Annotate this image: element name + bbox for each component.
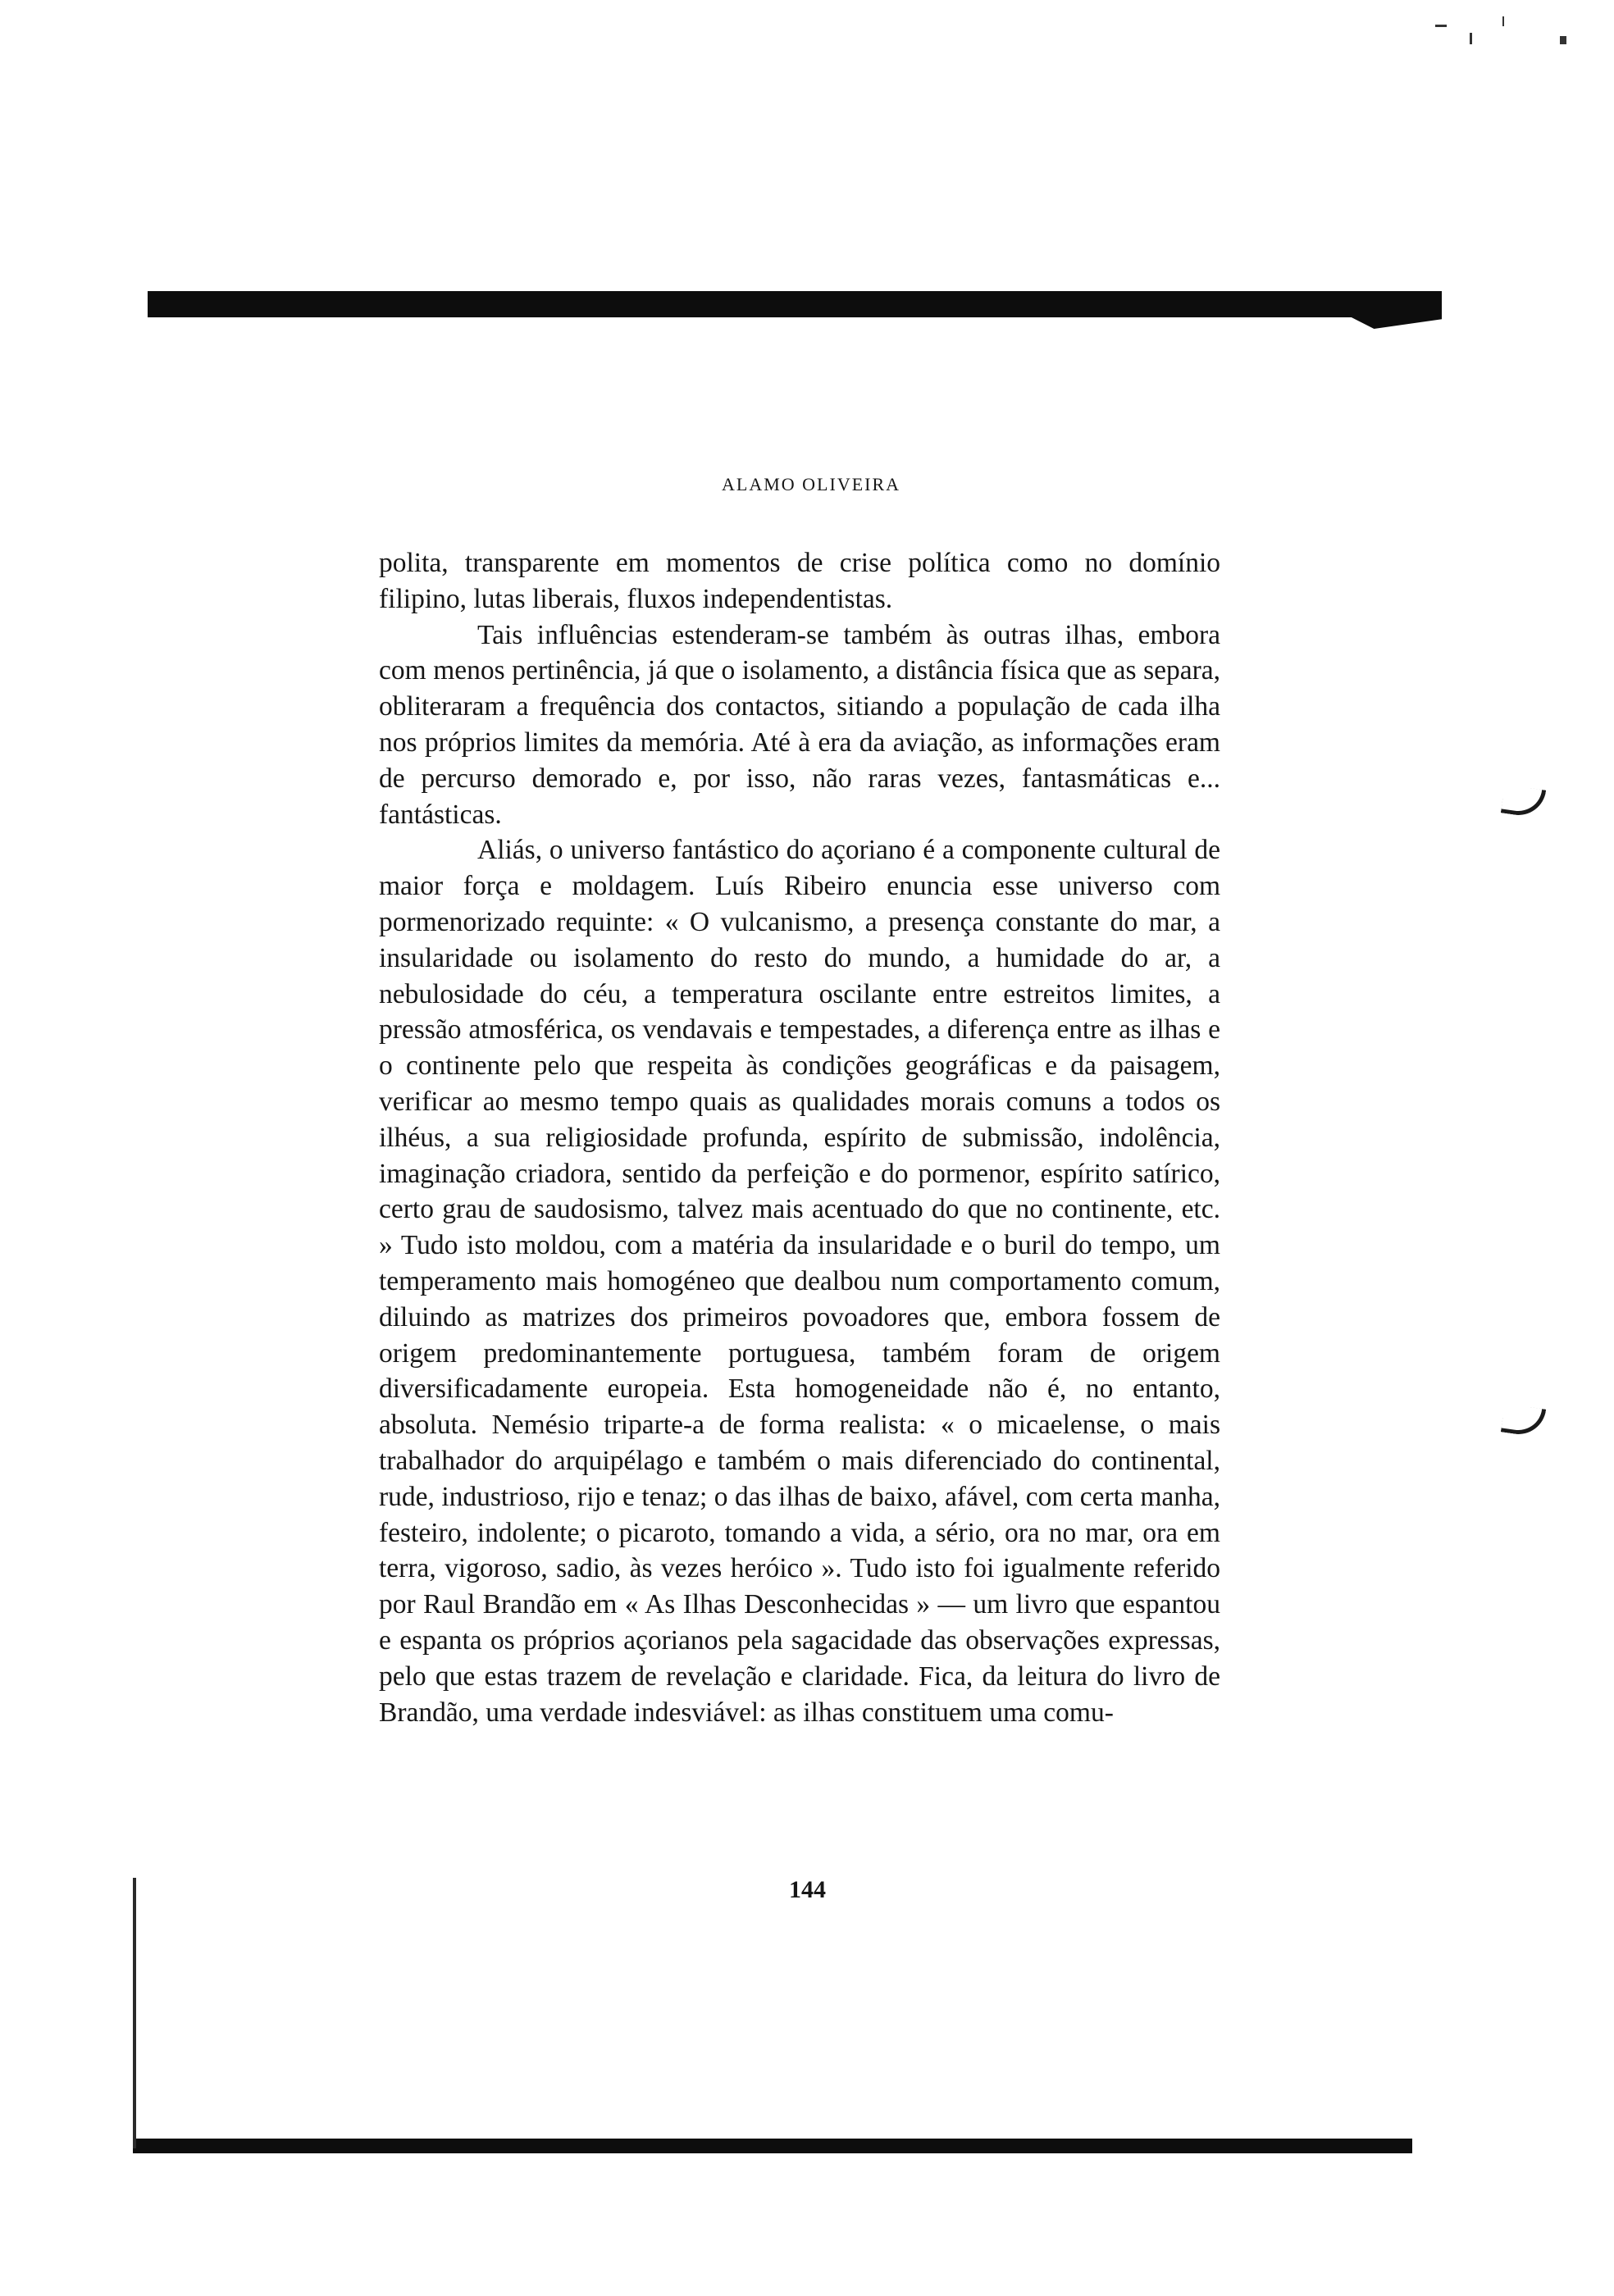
top-scan-border-tail	[1345, 314, 1442, 329]
scan-speck	[1435, 25, 1447, 27]
paragraph: Tais influências estenderam-se também às outras ilhas, embora com menos pertinência, já que o isolamento, a distância física que as separa, obliteraram a frequência dos contactos, sitiando a população de cada ilha nos próprios limites da memória. Até à era da aviação, as informações eram de percurso demorado e, por isso, não raras vezes, fantasmáticas e... fantásticas.	[379, 619, 1220, 830]
body-text	[379, 545, 1220, 1730]
scan-speck	[1470, 33, 1472, 44]
top-scan-border	[148, 291, 1442, 317]
running-head: ALAMO OLIVEIRA	[722, 474, 901, 494]
margin-tick-mark	[1501, 785, 1546, 819]
left-scan-edge	[133, 1878, 136, 2148]
paragraph: polita, transparente em momentos de crise política como no domínio filipino, lutas liberais, fluxos independentistas.	[379, 548, 1220, 614]
scan-speck	[1560, 36, 1566, 44]
paragraph: Aliás, o universo fantástico do açoriano é a componente cultural de maior força e moldagem. Luís Ribeiro enuncia esse universo com pormenorizado requinte: « O vulcanismo, a presença constante do mar, a insularidade ou isolamento do resto do mundo, a humidade do ar, a nebulosidade do céu, a temperatura oscilante entre estreitos limites, a pressão atmosférica, os vendavais e tempestades, a diferença entre as ilhas e o continente pelo que respeita às condições geográficas e da paisagem, verificar ao mesmo tempo quais as qualidades morais comuns a todos os ilhéus, a sua religiosidade profunda, espírito de submissão, indolência, imaginação criadora, sentido da perfeição e do pormenor, espírito satírico, certo grau de saudosismo, talvez mais acentuado do que no continente, etc. » Tudo isto moldou, com a matéria da insularidade e o buril do tempo, um temperamento mais homogéneo que dealbou num comportamento comum, diluindo as matrizes dos primeiros povoadores que, embora fossem de origem predominantemente portuguesa, também foram de origem diversificadamente europeia. Esta homogeneidade não é, no entanto, absoluta. Nemésio triparte-a de forma realista: « o micaelense, o mais trabalhador do arquipélago e também o mais diferenciado do continental, rude, industrioso, rijo e tenaz; o das ilhas de baixo, afável, com certa manha, festeiro, indolente; o picaroto, tomando a vida, a sério, ora no mar, ora em terra, vigoroso, sadio, às vezes heróico ». Tudo isto foi igualmente referido por Raul Brandão em « As Ilhas Desconhecidas » — um livro que espantou e espanta os próprios açorianos pela sagacidade das observações expressas, pelo que estas trazem de revelação e claridade. Fica, da leitura do livro de Brandão, uma verdade indesviável: as ilhas constituem uma comu-	[379, 835, 1220, 1728]
margin-tick-mark	[1501, 1404, 1546, 1438]
bottom-scan-border	[133, 2139, 1412, 2153]
scan-speck	[1502, 16, 1504, 26]
page-number: 144	[789, 1876, 826, 1903]
